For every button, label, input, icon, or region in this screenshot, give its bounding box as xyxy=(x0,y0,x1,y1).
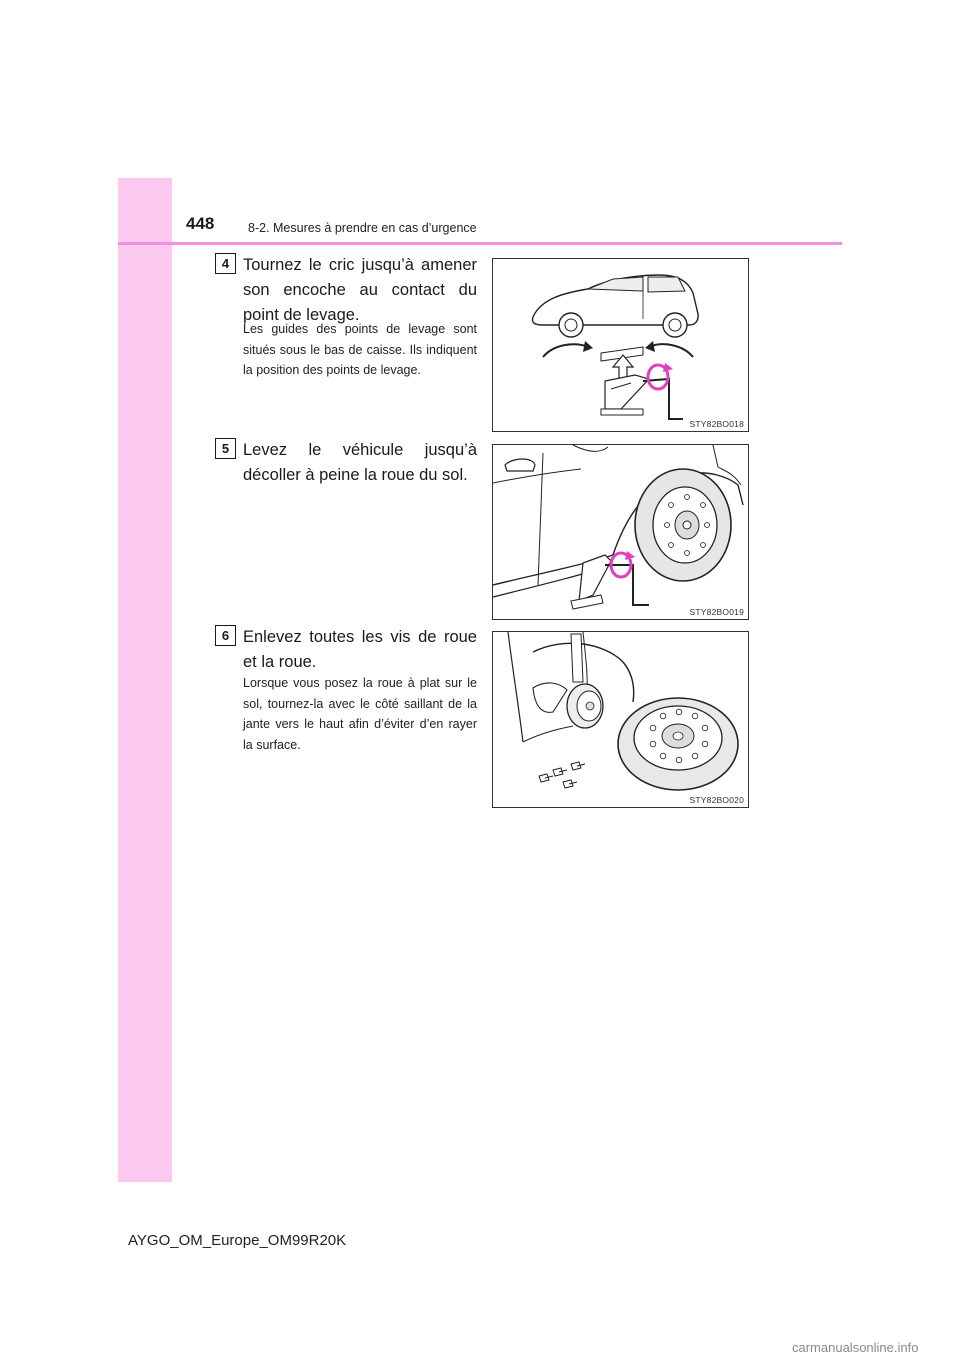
header-rule xyxy=(118,242,842,245)
vehicle-raised-on-jack-illustration xyxy=(493,445,749,620)
section-title: 8-2. Mesures à prendre en cas d’urgence xyxy=(248,221,477,235)
figure-vehicle-raised xyxy=(492,444,749,620)
car-jack-lift-point-illustration xyxy=(493,259,749,432)
figure-code: STY82BO020 xyxy=(689,795,744,805)
step-4-body: Les guides des points de levage sont situés sous le bas de caisse. Ils indiquent la position des points de levage. xyxy=(243,322,477,377)
step-6-body: Lorsque vous posez la roue à plat sur le sol, tournez-la avec le côté saillant de la jante vers le haut afin d’éviter d’en rayer la surface. xyxy=(243,676,477,752)
page-number: 448 xyxy=(186,214,215,233)
figure-code: STY82BO018 xyxy=(689,419,744,429)
step-4-title: Tournez le cric jusqu’à amener son encoche au contact du point de levage. xyxy=(243,256,477,324)
document-id: AYGO_OM_Europe_OM99R20K xyxy=(128,1232,347,1249)
step-6-title: Enlevez toutes les vis de roue et la roue. xyxy=(243,628,477,671)
watermark-site: carmanualsonline.info xyxy=(792,1340,919,1355)
figure-code: STY82BO019 xyxy=(689,607,744,617)
figure-jack-lift-point xyxy=(492,258,749,432)
step-5-title: Levez le véhicule jusqu’à décoller à peine la roue du sol. xyxy=(243,441,477,484)
chapter-side-band xyxy=(118,178,172,1182)
step-number-5: 5 xyxy=(215,438,236,459)
figure-wheel-removed xyxy=(492,631,749,808)
step-number-6: 6 xyxy=(215,625,236,646)
wheel-removed-with-bolts-illustration xyxy=(493,632,749,808)
step-number-4: 4 xyxy=(215,253,236,274)
